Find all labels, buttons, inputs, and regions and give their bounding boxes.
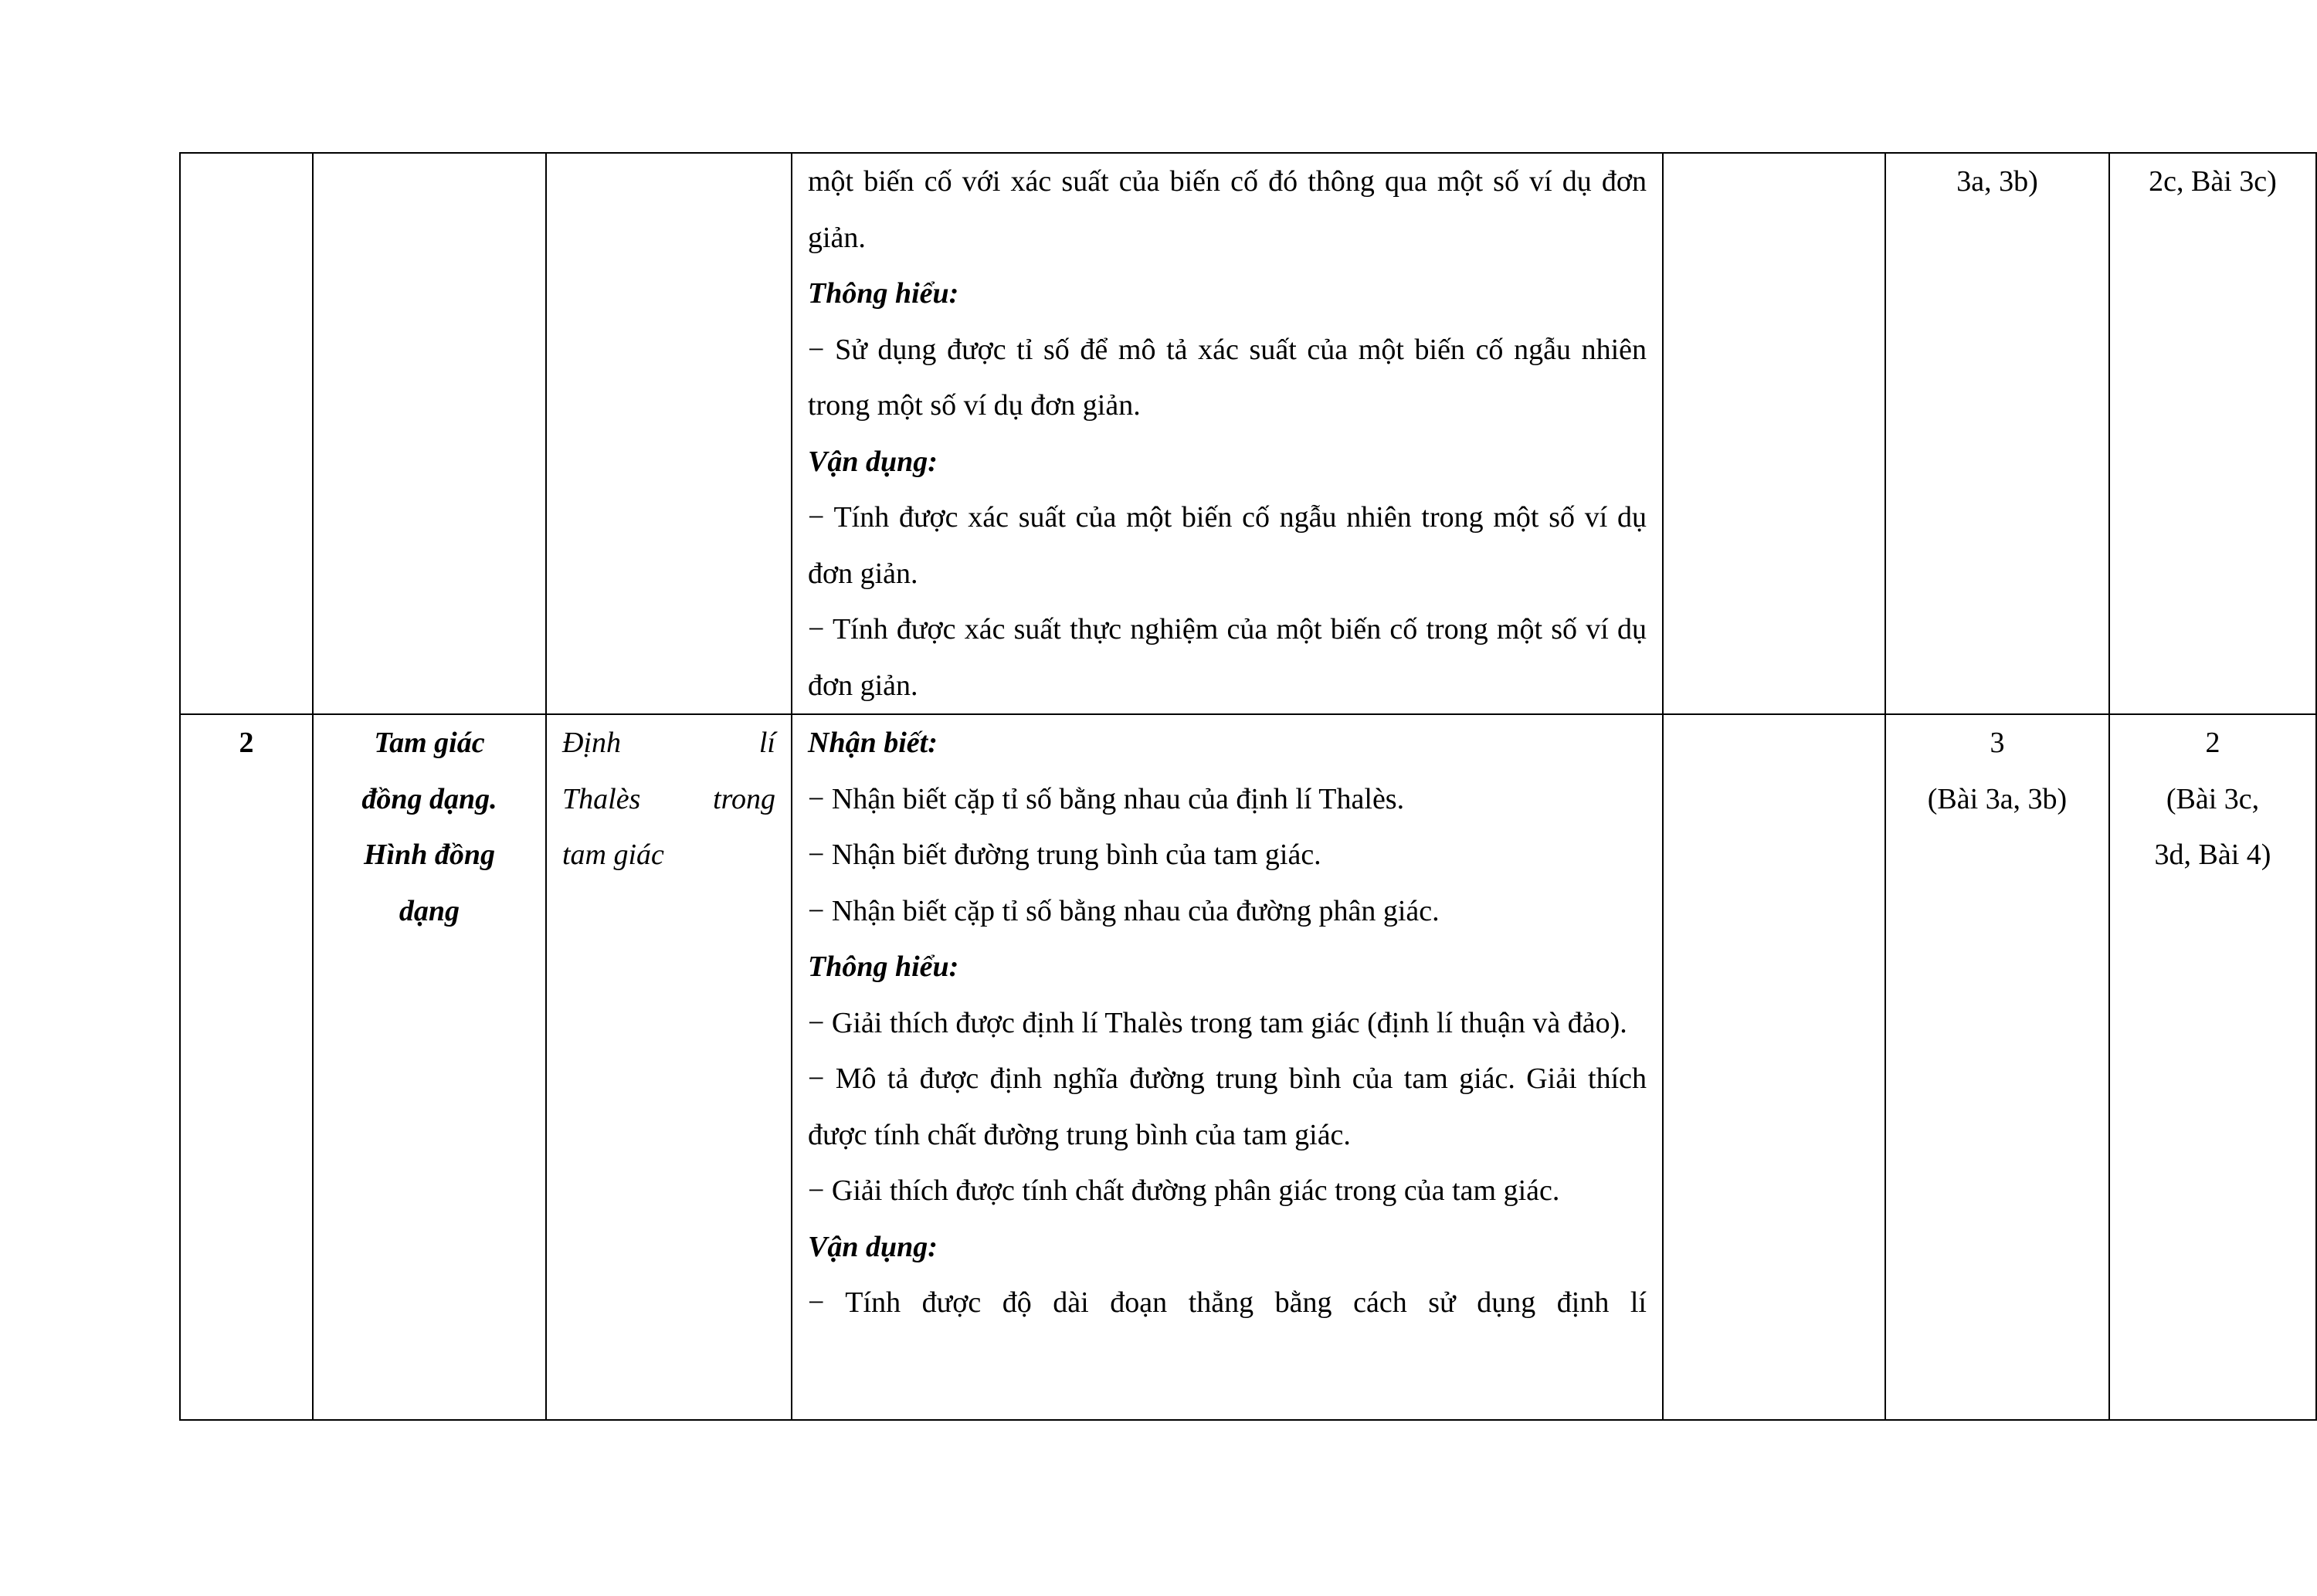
topic-line: Hình đồng xyxy=(363,839,496,871)
empty-cell xyxy=(1663,153,1885,714)
description-paragraph: − Giải thích được định lí Thalès trong tam giác (định lí thuận và đảo). xyxy=(808,1006,1627,1039)
empty-cell xyxy=(1663,714,1885,1420)
unit-line: Thalès trong xyxy=(562,782,775,815)
topic-cell xyxy=(313,714,546,1420)
topic-line: Tam giác xyxy=(374,727,485,759)
topic-line: đồng dạng. xyxy=(361,782,497,815)
question-count-cell xyxy=(2109,714,2316,1420)
question-count-cell xyxy=(2109,153,2316,714)
question-ref: 3d, Bài 4) xyxy=(2154,839,2271,871)
unit-line: Định lí xyxy=(562,727,775,759)
question-ref: (Bài 3a, 3b) xyxy=(1927,782,2068,815)
description-paragraph: − Tính được độ dài đoạn thẳng bằng cách sử dụng định lí xyxy=(808,1286,1647,1319)
question-ref: (Bài 3c, xyxy=(2166,782,2260,815)
unit-cell xyxy=(546,714,792,1420)
matrix-table xyxy=(179,152,2317,1421)
description-paragraph: − Tính được xác suất của một biến cố ngẫu nhiên trong một số ví dụ đơn giản. xyxy=(808,501,1647,590)
row-number: 2 xyxy=(239,727,254,759)
table-row xyxy=(180,153,2316,714)
table-row xyxy=(180,714,2316,1420)
question-count: 3 xyxy=(1990,727,2005,759)
level-heading: Vận dụng: xyxy=(808,445,938,478)
description-cell xyxy=(792,153,1663,714)
level-heading: Vận dụng: xyxy=(808,1230,938,1263)
description-paragraph: − Tính được xác suất thực nghiệm của một biến cố trong một số ví dụ đơn giản. xyxy=(808,613,1647,702)
unit-line: tam giác xyxy=(562,839,664,871)
unit-cell xyxy=(546,153,792,714)
description-paragraph: − Nhận biết cặp tỉ số bằng nhau của định lí Thalès. xyxy=(808,782,1405,815)
description-cell xyxy=(792,714,1663,1420)
question-ref: 3a, 3b) xyxy=(1956,165,2038,198)
question-count: 2 xyxy=(2205,727,2220,759)
topic-line: dạng xyxy=(399,894,460,927)
question-count-cell xyxy=(1885,153,2109,714)
topic-cell xyxy=(313,153,546,714)
description-paragraph: − Sử dụng được tỉ số để mô tả xác suất của một biến cố ngẫu nhiên trong một số ví dụ đơn giản. xyxy=(808,333,1647,422)
level-heading: Thông hiểu: xyxy=(808,950,959,983)
level-heading: Nhận biết: xyxy=(808,727,938,759)
description-paragraph: − Giải thích được tính chất đường phân giác trong của tam giác. xyxy=(808,1174,1560,1207)
description-paragraph: − Mô tả được định nghĩa đường trung bình của tam giác. Giải thích được tính chất đường trung bình của tam giác. xyxy=(808,1062,1647,1151)
question-count-cell xyxy=(1885,714,2109,1420)
description-paragraph: − Nhận biết đường trung bình của tam giác. xyxy=(808,839,1321,871)
level-heading: Thông hiểu: xyxy=(808,277,959,310)
row-number-cell xyxy=(180,153,313,714)
description-paragraph: − Nhận biết cặp tỉ số bằng nhau của đường phân giác. xyxy=(808,894,1440,927)
description-paragraph: một biến cố với xác suất của biến cố đó thông qua một số ví dụ đơn giản. xyxy=(808,165,1647,254)
question-ref: 2c, Bài 3c) xyxy=(2149,165,2277,198)
row-number-cell xyxy=(180,714,313,1420)
